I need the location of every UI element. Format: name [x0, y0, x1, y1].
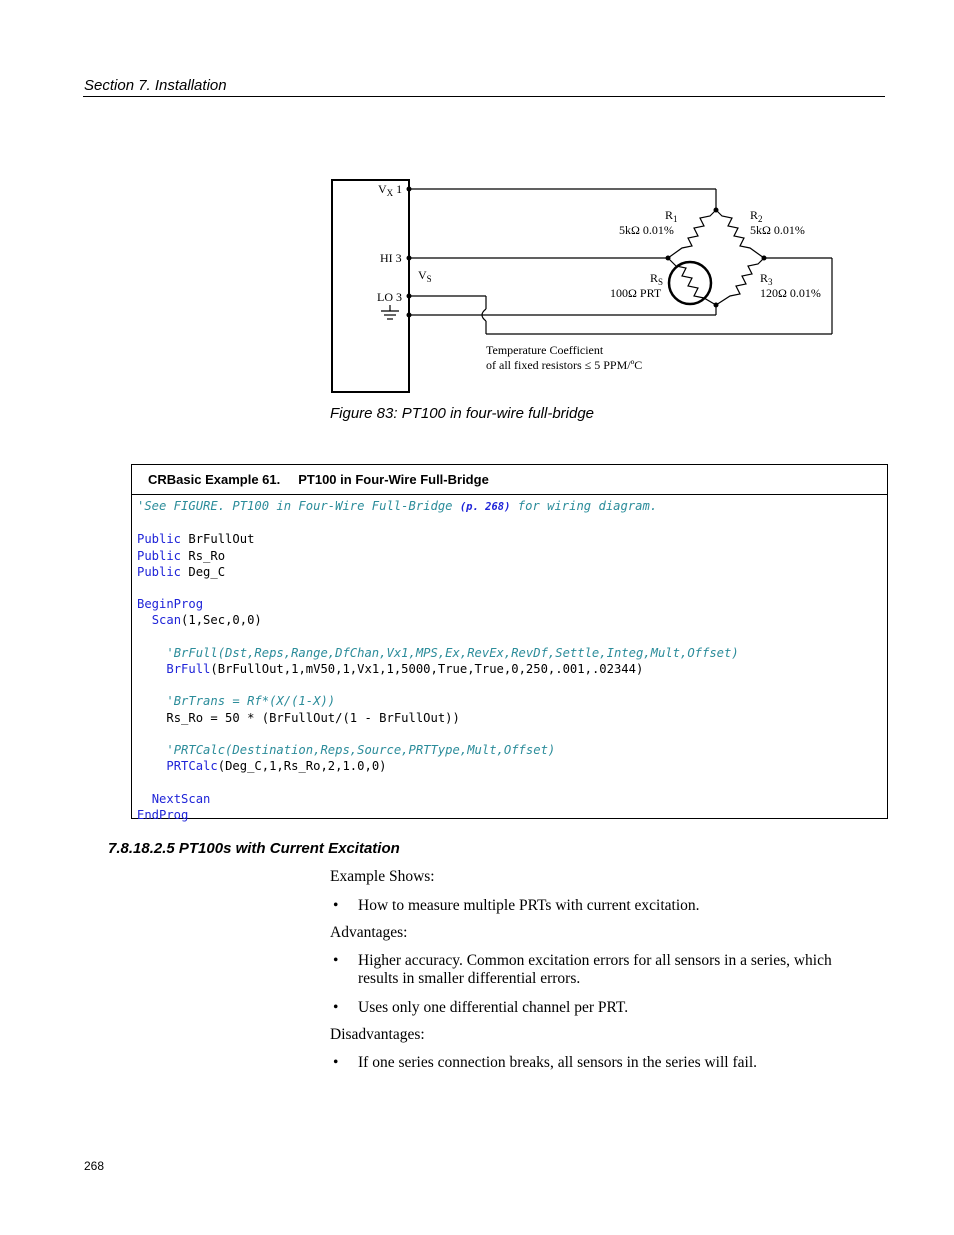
- example-shows-label: Example Shows:: [330, 868, 435, 885]
- bullet: •: [333, 952, 339, 969]
- bullet: •: [333, 1054, 339, 1071]
- r1-value: 5kΩ 0.01%: [619, 223, 674, 237]
- disadvantages-label: Disadvantages:: [330, 1026, 425, 1043]
- lo-label: LO 3: [377, 290, 402, 304]
- code-example-header: [132, 465, 887, 495]
- list-item: Higher accuracy. Common excitation errors for all sensors in a series, which results in smaller differential errors.: [358, 952, 832, 987]
- list-item: How to measure multiple PRTs with current excitation.: [358, 897, 700, 914]
- r2-value: 5kΩ 0.01%: [750, 223, 805, 237]
- r3-value: 120Ω 0.01%: [760, 286, 821, 300]
- code-listing: 'See FIGURE. PT100 in Four-Wire Full-Bridge (p. 268) for wiring diagram. Public BrFullOut Public Rs_Ro Public Deg_C BeginProg Scan(1,Sec,0,0) 'BrFull(Dst,Reps,Range,DfChan,Vx1,MPS,Ex,RevEx,RevDf,Settle,Integ,Mult,Offset) BrFull(BrFullOut,1,mV50,1,Vx1,1,5000,True,True,0,250,.001,.02344) 'BrTrans = Rf*(X/(1-X)) Rs_Ro = 50 * (BrFullOut/(1 - BrFullOut)) 'PRTCalc(Destination,Reps,Source,PRTType,Mult,Offset) PRTCalc(Deg_C,1,Rs_Ro,2,1.0,0) NextScan EndProg: [137, 499, 739, 822]
- list-item: If one series connection breaks, all sensors in the series will fail.: [358, 1054, 758, 1071]
- vx-label: $V_X$ 1: [378, 182, 403, 198]
- temp-coeff-note-2: of all fixed resistors ≤ 5 PPM/ºC: [486, 358, 643, 372]
- subsection-heading: 7.8.18.2.5 PT100s with Current Excitation: [108, 840, 400, 857]
- r1-label: $R_1$: [665, 208, 678, 224]
- r2-label: $R_2$: [750, 208, 763, 224]
- code-example-box: [131, 464, 888, 822]
- bullet: •: [333, 999, 339, 1016]
- rs-value: 100Ω PRT: [610, 286, 662, 300]
- example-title: PT100 in Four-Wire Full-Bridge: [298, 472, 489, 487]
- section-header: Section 7. Installation: [84, 77, 227, 94]
- list-item: Uses only one differential channel per PRT.: [358, 999, 629, 1016]
- page-number: 268: [84, 1159, 105, 1173]
- bullet: •: [333, 897, 339, 914]
- temp-coeff-note-1: Temperature Coefficient: [486, 343, 604, 357]
- datalogger-block: [332, 180, 409, 392]
- rs-label: $R_S$: [650, 271, 664, 287]
- figure-caption: Figure 83: PT100 in four-wire full-bridge: [330, 405, 595, 422]
- page-ref-link[interactable]: (p. 268): [459, 501, 511, 513]
- wiring-diagram: [0, 0, 954, 400]
- hi-label: HI 3: [380, 251, 402, 265]
- vs-label: $V_S$: [418, 268, 432, 284]
- r3-label: $R_3$: [760, 271, 773, 287]
- example-number: CRBasic Example 61.: [148, 472, 281, 487]
- advantages-label: Advantages:: [330, 924, 408, 941]
